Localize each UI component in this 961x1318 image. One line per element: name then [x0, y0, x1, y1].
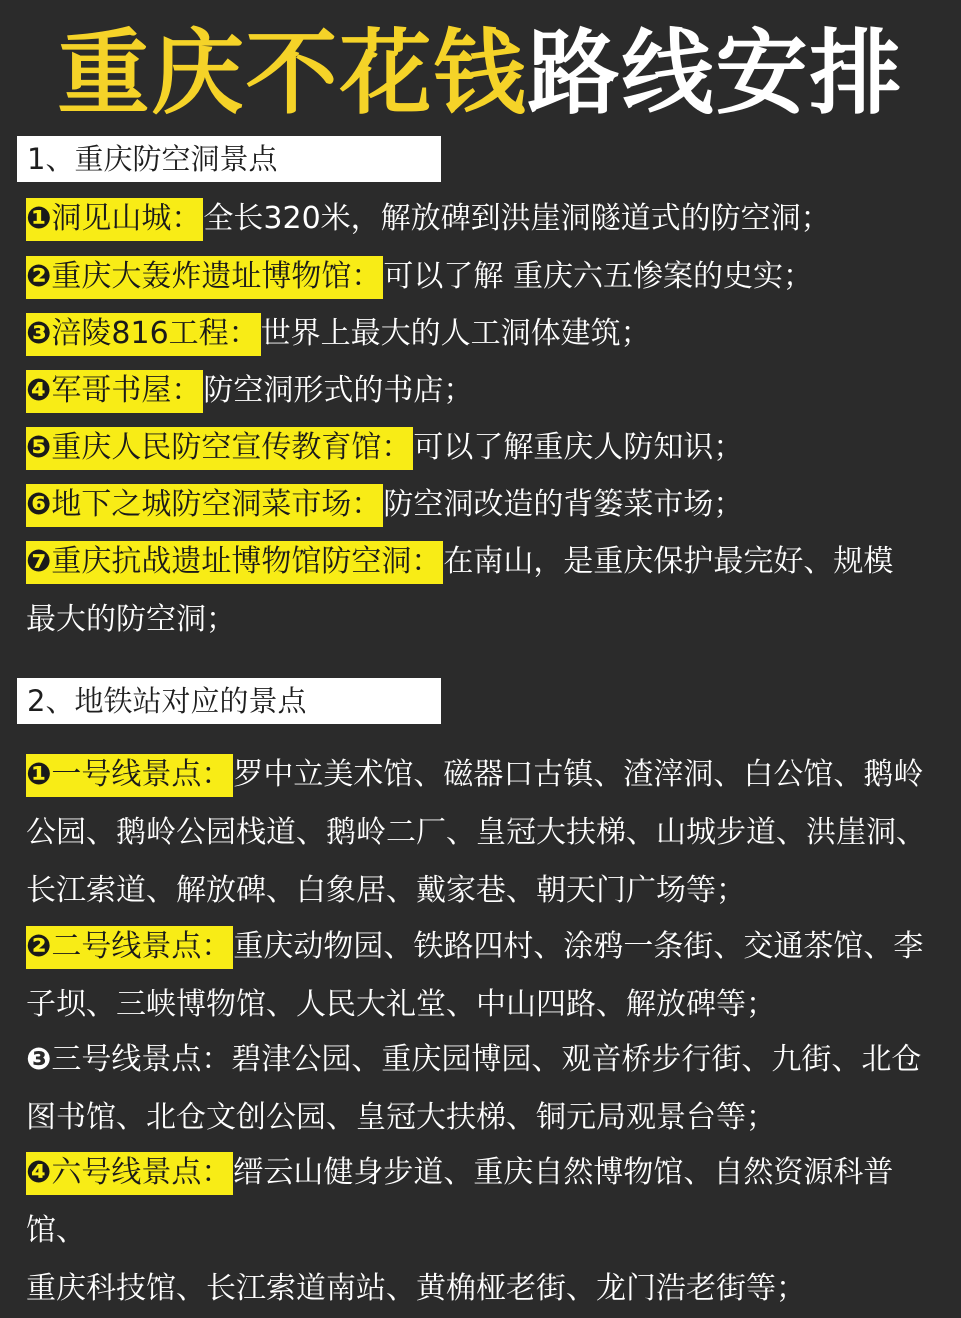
item-name: 重庆大轰炸遗址博物馆： — [51, 259, 382, 294]
number-badge-icon: ❻ — [26, 487, 52, 522]
number-badge-icon: ❼ — [26, 544, 52, 579]
item-highlight — [26, 926, 233, 969]
line-desc-continued: 子坝、三峡博物馆、人民大礼堂、中山四路、解放碑等； — [26, 987, 776, 1022]
page-title — [0, 18, 961, 130]
list-item — [26, 419, 941, 477]
number-badge-icon: ❷ — [26, 929, 52, 964]
item-highlight — [26, 313, 261, 356]
number-badge-icon: ❹ — [26, 1155, 52, 1190]
item-desc: 世界上最大的人工洞体建筑； — [260, 316, 651, 351]
item-name: 洞见山城： — [51, 201, 202, 236]
line-desc-continued: 重庆科技馆、长江索道南站、黄桷桠老街、龙门浩老街等； — [26, 1271, 806, 1306]
list-item — [26, 476, 941, 534]
section-label-air-raid-shelters: 1、重庆防空洞景点 — [17, 136, 441, 182]
item-desc: 可以了解 重庆六五惨案的史实； — [383, 259, 813, 294]
line-desc: 罗中立美术馆、磁器口古镇、渣滓洞、白公馆、鹅岭 — [233, 757, 924, 792]
item-desc: 防空洞改造的背篓菜市场； — [383, 487, 744, 522]
list-item — [26, 190, 941, 248]
item-highlight — [26, 484, 383, 527]
list-item — [26, 746, 941, 920]
line-name: 三号线景点： — [51, 1042, 232, 1077]
item-desc-continued: 最大的防空洞； — [26, 602, 236, 637]
line-desc: 重庆动物园、铁路四村、涂鸦一条街、交通茶馆、李 — [233, 929, 924, 964]
item-name: 重庆人民防空宣传教育馆： — [51, 430, 412, 465]
item-highlight — [26, 1152, 233, 1195]
line-desc: 碧津公园、重庆园博园、观音桥步行街、九街、北仓 — [231, 1042, 922, 1077]
item-highlight — [26, 427, 413, 470]
line-desc: 缙云山健身步道、重庆自然博物馆、自然资源科普馆、 — [26, 1155, 894, 1248]
item-name: 地下之城防空洞菜市场： — [51, 487, 382, 522]
item-desc: 防空洞形式的书店； — [203, 373, 474, 408]
line-desc-continued: 长江索道、解放碑、白象居、戴家巷、朝天门广场等； — [26, 873, 746, 908]
list-item — [26, 248, 941, 306]
section-label-metro-attractions: 2、地铁站对应的景点 — [17, 678, 441, 724]
number-badge-icon: ❶ — [26, 757, 52, 792]
title-part-yellow: 重庆不花钱 — [57, 20, 528, 127]
number-badge-icon: ❸ — [26, 1042, 52, 1077]
item-desc: 全长320米，解放碑到洪崖洞隧道式的防空洞； — [203, 201, 831, 236]
item-highlight — [26, 370, 203, 413]
item-highlight — [26, 754, 233, 797]
line-name: 六号线景点： — [51, 1155, 232, 1190]
line-desc-continued: 公园、鹅岭公园栈道、鹅岭二厂、皇冠大扶梯、山城步道、洪崖洞、 — [26, 815, 926, 850]
list-item — [26, 362, 941, 420]
line-name: 一号线景点： — [51, 757, 232, 792]
number-badge-icon: ❷ — [26, 259, 52, 294]
number-badge-icon: ❺ — [26, 430, 52, 465]
item-highlight — [26, 198, 203, 241]
list-item — [26, 1144, 941, 1318]
line-plain — [26, 1042, 231, 1077]
item-highlight — [26, 541, 443, 584]
item-desc: 可以了解重庆人防知识； — [413, 430, 744, 465]
item-name: 重庆抗战遗址博物馆防空洞： — [51, 544, 442, 579]
item-highlight — [26, 256, 383, 299]
number-badge-icon: ❶ — [26, 201, 52, 236]
list-item — [26, 1031, 941, 1147]
title-part-white: 路线安排 — [527, 20, 904, 127]
item-name: 军哥书屋： — [51, 373, 202, 408]
line-name: 二号线景点： — [51, 929, 232, 964]
line-desc-continued: 图书馆、北仓文创公园、皇冠大扶梯、铜元局观景台等； — [26, 1100, 776, 1135]
list-item — [26, 918, 941, 1034]
number-badge-icon: ❸ — [26, 316, 52, 351]
item-desc: 在南山，是重庆保护最完好、规模 — [443, 544, 894, 579]
list-item — [26, 305, 941, 363]
list-item — [26, 533, 941, 649]
number-badge-icon: ❹ — [26, 373, 52, 408]
item-name: 涪陵816工程： — [51, 316, 259, 351]
